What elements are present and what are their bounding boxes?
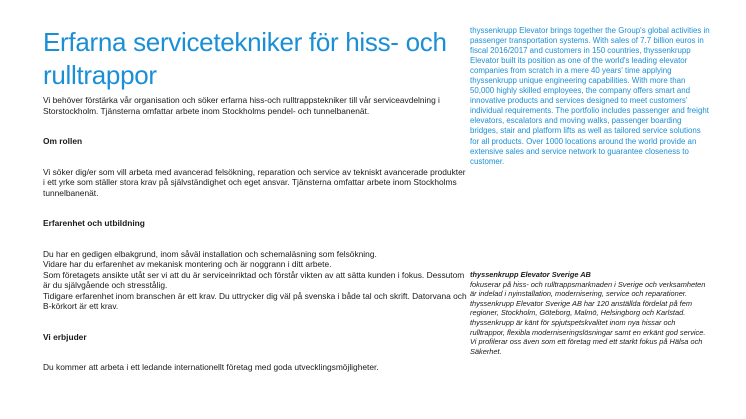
section-paragraph: Vi söker dig/er som vill arbeta med avancerad felsökning, reparation och service av tekniskt avancerade produkter i ett yrke som ställer stora krav på självständighet och eget ansvar. Tjänsterna omfattar arbete inom Stockholms tunnelbanenät. bbox=[43, 166, 466, 198]
section-paragraph: Du kommer att arbeta i ett ledande internationellt företag med goda utvecklingsmöjligheter. bbox=[43, 362, 379, 372]
section-heading-vi-erbjuder: Vi erbjuder bbox=[43, 331, 87, 342]
company-name: thyssenkrupp Elevator Sverige AB bbox=[470, 270, 591, 279]
page-title: Erfarna servicetekniker för hiss- och rulltrappor bbox=[43, 27, 447, 90]
section-heading-erfarenhet: Erfarenhet och utbildning bbox=[43, 218, 145, 228]
sidebar-about bbox=[470, 26, 710, 167]
about-company-text: thyssenkrupp Elevator brings together the Group's global activities in passenger transportation systems. With sales of 7.7 billion euros in fiscal 2016/2017 and customers in 150 countries, thyssenkrupp Elevator built its position as one of the world's leading elevator companies from scratch in a mere 40 years' time applying thyssenkrupp unique engineering capabilities. With more than 50,000 highly skilled employees, the company offers smart and innovative products and services designed to meet customers' individual requirements. The portfolio includes passenger and freight elevators, escalators and moving walks, passenger boarding bridges, stair and platform lifts as well as tailored service solutions for all products. Over 1000 locations around the world provide an extensive sales and service network to guarantee closeness to customer. bbox=[470, 26, 710, 166]
section-paragraph: Du har en gedigen elbakgrund, inom såväl installation och schemaläsning som felsökning. bbox=[43, 248, 377, 259]
intro-paragraph: Vi behöver förstärka vår organisation och söker erfarna hiss-och rulltrappstekniker till vår serviceavdelning i Storstockholm. Tjänsterna omfattar arbete inom Stockholms pendel- och tunnelbanenät. bbox=[43, 95, 440, 116]
section-heading-om-rollen: Om rollen bbox=[43, 136, 83, 146]
section-paragraph: Tidigare erfarenhet inom branschen är ett krav. Du uttrycker dig väl på svenska i både tal och skrift. Datorvana och B-körkort är ett krav. bbox=[43, 290, 467, 311]
section-paragraph: Vidare har du erfarenhet av mekanisk montering och är noggrann i ditt arbete. bbox=[43, 259, 332, 269]
company-description: fokuserar på hiss- och rulltrappsmarknaden i Sverige och verksamheten är indelad i nyinstallation, modernisering, service och reparationer. thyssenkrupp Elevator Sverige AB har 120 anställda fördelat på fem regioner, Stockholm, Göteborg, Malmö, Helsingborg och Karlstad. thyssenkrupp är känt för spjutspetskvalitet inom nya hissar och rulltrappor, flexibla moderniseringslösningar samt en erkänt god service. Vi profilerar oss även som ett företag med ett starkt fokus på Hälsa och Säkerhet. bbox=[470, 279, 706, 356]
section-paragraph: Som företagets ansikte utåt ser vi att du är serviceinriktad och förstår vikten av att sätta kunden i fokus. Dessutom är du självgående och stresstålig. bbox=[43, 269, 465, 290]
sidebar-company bbox=[470, 270, 710, 356]
job-description bbox=[43, 95, 468, 373]
